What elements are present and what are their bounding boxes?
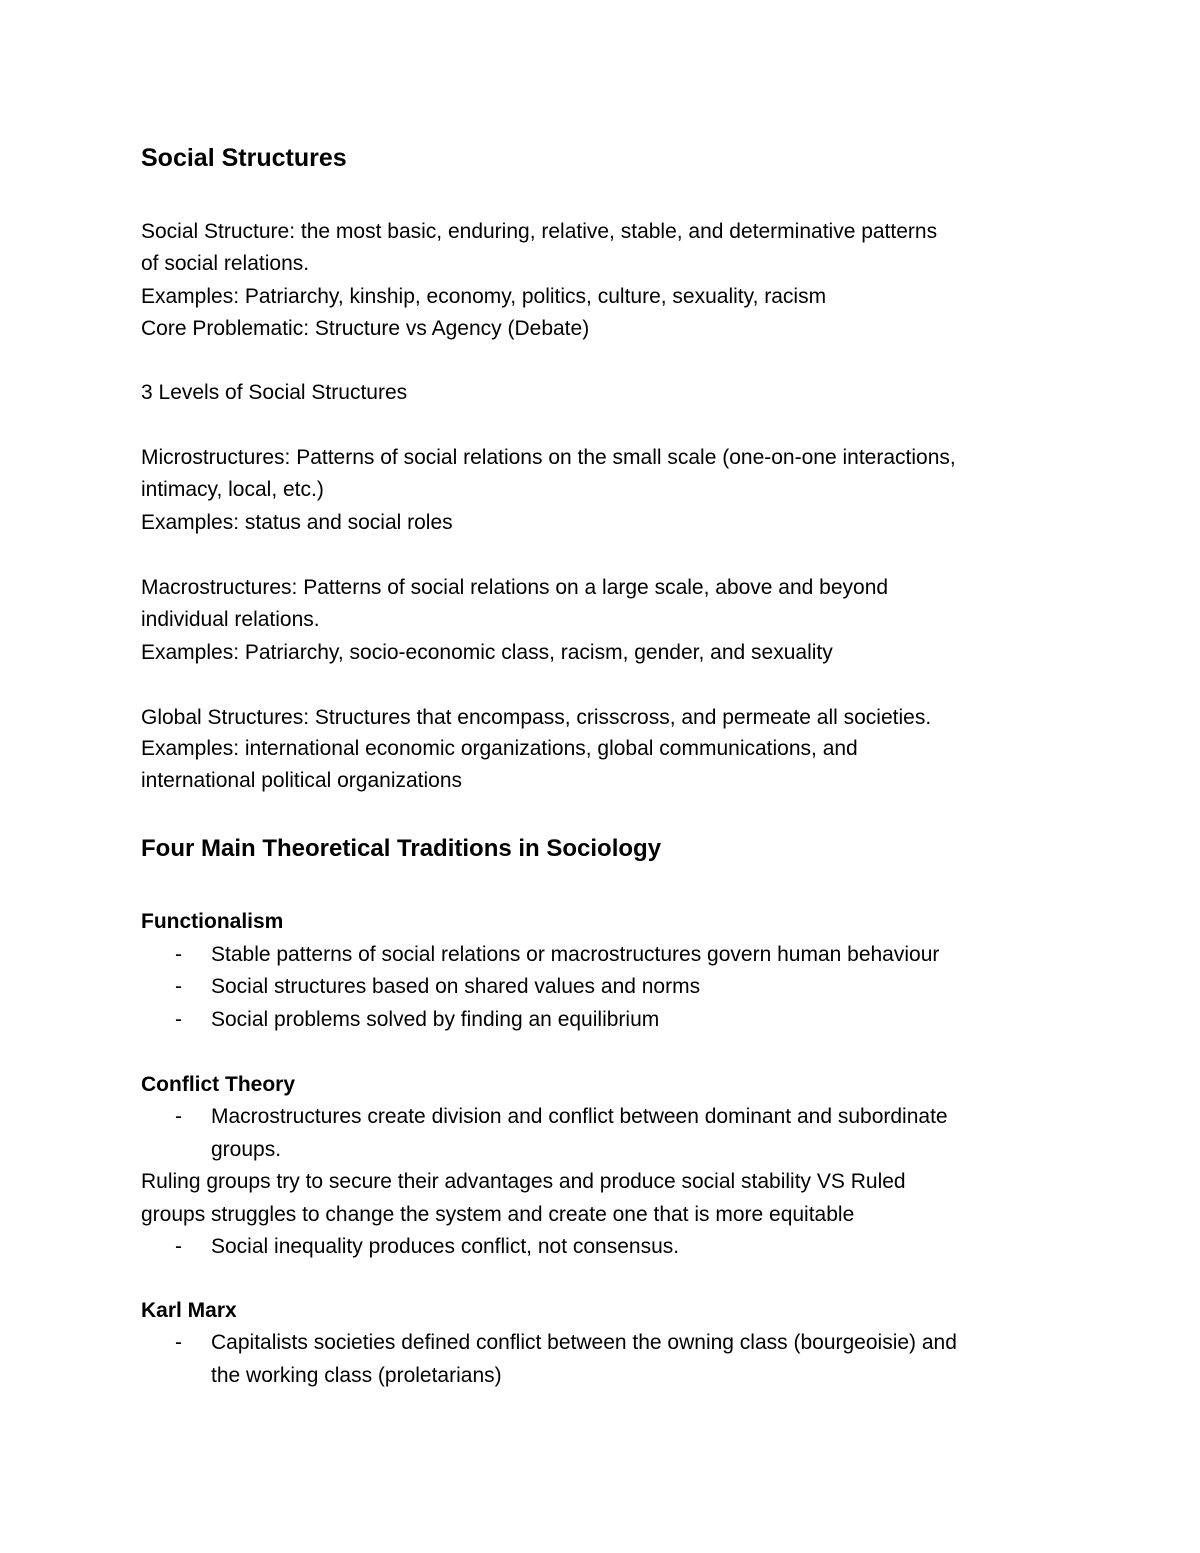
core-problematic-line: Core Problematic: Structure vs Agency (Debate) bbox=[141, 317, 590, 340]
bullet-marker: - bbox=[175, 975, 182, 998]
macrostructures-line-2: individual relations. bbox=[141, 608, 320, 631]
functionalism-bullet-2: Social structures based on shared values and norms bbox=[211, 975, 701, 998]
marx-bullet-1-line-1: Capitalists societies defined conflict between the owning class (bourgeoisie) and bbox=[211, 1331, 957, 1354]
levels-heading: 3 Levels of Social Structures bbox=[141, 381, 408, 404]
microstructures-line-1: Microstructures: Patterns of social relations on the small scale (one-on-one interactions, bbox=[141, 446, 956, 469]
bullet-marker: - bbox=[175, 1105, 182, 1128]
global-examples-line-2: international political organizations bbox=[141, 769, 463, 792]
examples-line: Examples: Patriarchy, kinship, economy, politics, culture, sexuality, racism bbox=[141, 285, 827, 308]
bullet-marker: - bbox=[175, 1008, 182, 1031]
section-title-theoretical-traditions: Four Main Theoretical Traditions in Sociology bbox=[141, 835, 662, 862]
bullet-marker: - bbox=[175, 1331, 182, 1354]
conflict-bullet-1-line-2: groups. bbox=[211, 1138, 282, 1161]
definition-line-1: Social Structure: the most basic, enduring, relative, stable, and determinative patterns bbox=[141, 220, 938, 243]
section-title-social-structures: Social Structures bbox=[141, 144, 347, 172]
bullet-marker: - bbox=[175, 943, 182, 966]
heading-conflict-theory: Conflict Theory bbox=[141, 1073, 296, 1096]
microstructures-examples: Examples: status and social roles bbox=[141, 511, 453, 534]
functionalism-bullet-3: Social problems solved by finding an equilibrium bbox=[211, 1008, 660, 1031]
microstructures-line-2: intimacy, local, etc.) bbox=[141, 478, 324, 501]
heading-functionalism: Functionalism bbox=[141, 910, 284, 933]
global-examples-line-1: Examples: international economic organizations, global communications, and bbox=[141, 737, 858, 760]
macrostructures-line-1: Macrostructures: Patterns of social relations on a large scale, above and beyond bbox=[141, 576, 889, 599]
global-structures-line: Global Structures: Structures that encompass, crisscross, and permeate all societies. bbox=[141, 706, 932, 729]
definition-line-2: of social relations. bbox=[141, 252, 310, 275]
marx-bullet-1-line-2: the working class (proletarians) bbox=[211, 1364, 502, 1387]
conflict-bullet-1-line-1: Macrostructures create division and conflict between dominant and subordinate bbox=[211, 1105, 948, 1128]
macrostructures-examples: Examples: Patriarchy, socio-economic class, racism, gender, and sexuality bbox=[141, 641, 833, 664]
heading-karl-marx: Karl Marx bbox=[141, 1299, 237, 1322]
functionalism-bullet-1: Stable patterns of social relations or macrostructures govern human behaviour bbox=[211, 943, 940, 966]
conflict-paragraph-line-2: groups struggles to change the system and create one that is more equitable bbox=[141, 1203, 855, 1226]
bullet-marker: - bbox=[175, 1235, 182, 1258]
conflict-bullet-2: Social inequality produces conflict, not consensus. bbox=[211, 1235, 680, 1258]
conflict-paragraph-line-1: Ruling groups try to secure their advantages and produce social stability VS Ruled bbox=[141, 1170, 906, 1193]
